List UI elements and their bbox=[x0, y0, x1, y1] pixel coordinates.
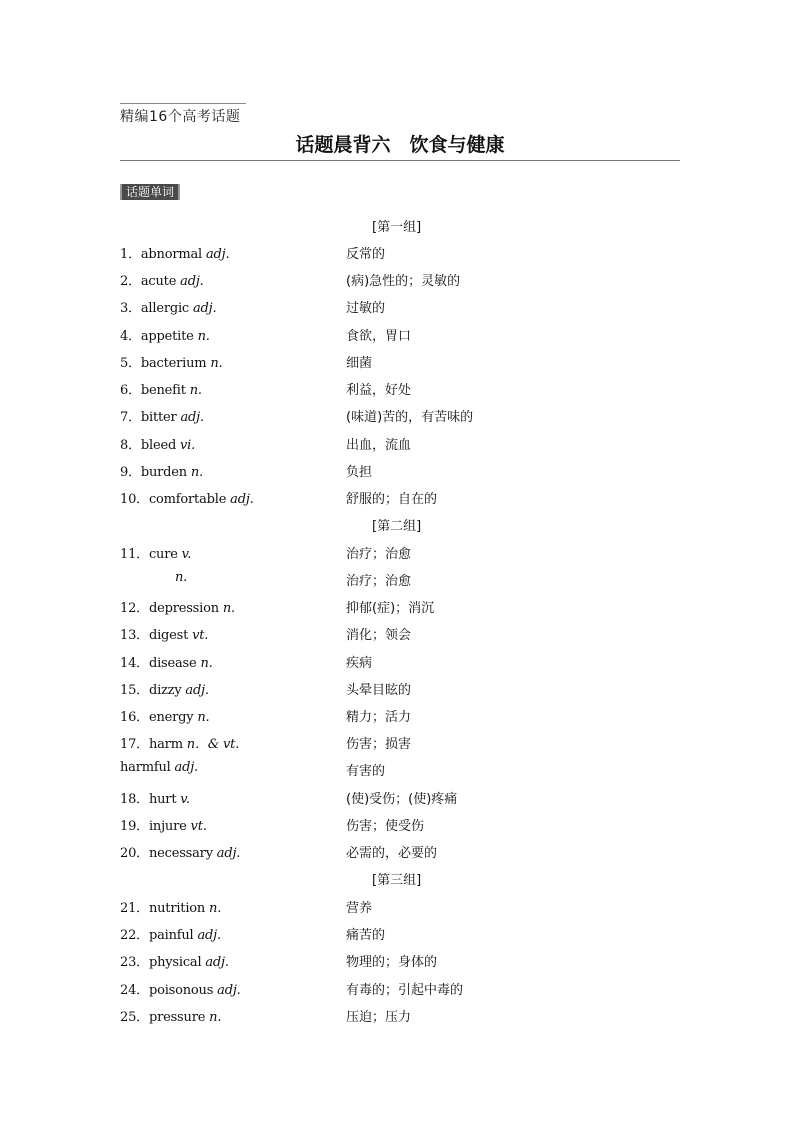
vocab-meaning: 出血，流血 bbox=[346, 438, 412, 453]
vocab-word bbox=[120, 815, 207, 834]
vocab-part-of-speech: adj. bbox=[197, 928, 221, 943]
vocab-row bbox=[120, 951, 680, 971]
vocab-number: 18． bbox=[120, 792, 149, 807]
vocab-term: physical bbox=[148, 955, 202, 970]
vocab-term: painful bbox=[148, 928, 194, 943]
vocab-meaning: 治疗；治愈 bbox=[346, 547, 412, 562]
vocab-row bbox=[120, 897, 680, 917]
vocab-part-of-speech: n. bbox=[190, 465, 204, 480]
vocab-word bbox=[120, 243, 229, 262]
vocab-part-of-speech: adj. bbox=[230, 492, 254, 507]
vocab-row bbox=[120, 652, 680, 672]
vocab-term: burden bbox=[140, 465, 187, 480]
vocab-term: hurt bbox=[148, 792, 177, 807]
vocab-number: 13． bbox=[120, 628, 149, 643]
vocab-word bbox=[120, 379, 202, 398]
vocab-number: 21． bbox=[120, 901, 149, 916]
vocab-word bbox=[120, 461, 203, 480]
vocab-number: 2． bbox=[120, 274, 141, 289]
vocab-word bbox=[120, 352, 222, 371]
vocab-word bbox=[120, 842, 240, 861]
vocab-part-of-speech: v. bbox=[180, 792, 190, 807]
vocab-row bbox=[120, 570, 680, 590]
vocab-part-of-speech: n．& vt. bbox=[186, 737, 240, 752]
vocab-word bbox=[120, 897, 221, 916]
vocab-number: 6． bbox=[120, 383, 141, 398]
vocab-term: bacterium bbox=[140, 356, 207, 371]
vocab-row bbox=[120, 352, 680, 372]
vocab-meaning: 消化；领会 bbox=[346, 628, 412, 643]
vocab-row bbox=[120, 924, 680, 944]
vocab-row bbox=[120, 788, 680, 808]
vocab-row bbox=[120, 815, 680, 835]
vocab-word bbox=[120, 951, 229, 970]
vocab-term: allergic bbox=[140, 301, 190, 316]
vocab-word bbox=[120, 733, 239, 752]
vocab-part-of-speech: n. bbox=[210, 356, 223, 371]
vocab-term: bleed bbox=[140, 438, 177, 453]
vocab-number: 5． bbox=[120, 356, 141, 371]
page-title: 话题晨背六 饮食与健康 bbox=[295, 134, 505, 156]
vocab-number: 22． bbox=[120, 928, 149, 943]
vocab-number: 17． bbox=[120, 737, 149, 752]
vocab-number: 4． bbox=[120, 329, 141, 344]
vocab-term: abnormal bbox=[140, 247, 202, 262]
vocab-meaning: 治疗；治愈 bbox=[346, 574, 412, 589]
vocab-word bbox=[120, 624, 208, 643]
vocab-meaning: 抑郁(症)；消沉 bbox=[346, 601, 435, 616]
vocab-part-of-speech: adj. bbox=[185, 683, 209, 698]
vocab-meaning: 细菌 bbox=[346, 356, 373, 371]
vocab-term: pressure bbox=[148, 1010, 206, 1025]
vocab-meaning: 有害的 bbox=[346, 764, 386, 779]
vocab-part-of-speech: v. bbox=[181, 547, 192, 562]
vocab-part-of-speech: adj. bbox=[205, 955, 229, 970]
vocab-meaning: 痛苦的 bbox=[346, 928, 386, 943]
vocab-part-of-speech: n. bbox=[197, 710, 210, 725]
vocab-part-of-speech: vt. bbox=[190, 819, 207, 834]
vocab-meaning: 有毒的；引起中毒的 bbox=[346, 983, 464, 998]
vocab-word bbox=[175, 570, 187, 585]
vocab-word bbox=[120, 760, 198, 775]
vocab-part-of-speech: n. bbox=[189, 383, 202, 398]
group-header-1: [第一组] bbox=[372, 220, 422, 235]
series-label: 精编16个高考话题 bbox=[120, 109, 241, 125]
vocab-word bbox=[120, 924, 221, 943]
vocab-term: poisonous bbox=[148, 983, 214, 998]
vocab-term: necessary bbox=[148, 846, 213, 861]
vocab-term: benefit bbox=[140, 383, 186, 398]
vocab-word bbox=[120, 788, 190, 807]
vocab-row bbox=[120, 842, 680, 862]
vocab-row bbox=[120, 325, 680, 345]
vocab-word bbox=[120, 652, 213, 671]
vocab-part-of-speech: vi. bbox=[180, 438, 196, 453]
vocab-term: bitter bbox=[140, 410, 177, 425]
vocab-word bbox=[120, 597, 235, 616]
vocab-meaning: 食欲，胃口 bbox=[346, 329, 412, 344]
vocab-term: appetite bbox=[140, 329, 194, 344]
vocab-meaning: 反常的 bbox=[346, 247, 386, 262]
vocab-part-of-speech: n. bbox=[209, 1010, 222, 1025]
vocab-meaning: 利益，好处 bbox=[346, 383, 412, 398]
vocab-meaning: 物理的；身体的 bbox=[346, 955, 438, 970]
vocab-term: harmful bbox=[120, 760, 171, 775]
vocab-part-of-speech: adj. bbox=[180, 410, 204, 425]
vocab-number: 23． bbox=[120, 955, 149, 970]
vocab-number: 8． bbox=[120, 438, 141, 453]
vocab-meaning: 营养 bbox=[346, 901, 373, 916]
vocab-part-of-speech: n. bbox=[175, 570, 188, 585]
vocab-word bbox=[120, 979, 241, 998]
vocab-term: cure bbox=[148, 547, 178, 562]
vocab-part-of-speech: n. bbox=[209, 901, 222, 916]
vocab-row bbox=[120, 461, 680, 481]
vocab-number: 19． bbox=[120, 819, 149, 834]
vocab-number: 20． bbox=[120, 846, 149, 861]
vocab-part-of-speech: adj. bbox=[217, 983, 241, 998]
vocab-part-of-speech: adj. bbox=[216, 846, 241, 861]
vocab-word bbox=[120, 488, 254, 507]
vocab-meaning: 伤害；使受伤 bbox=[346, 819, 425, 834]
vocab-term: comfortable bbox=[148, 492, 227, 507]
vocab-row bbox=[120, 379, 680, 399]
vocab-word bbox=[120, 270, 204, 289]
vocab-term: dizzy bbox=[148, 683, 182, 698]
group-header-2: [第二组] bbox=[372, 519, 422, 534]
vocab-word bbox=[120, 543, 191, 562]
section-tag: 话题单词 bbox=[120, 184, 180, 200]
vocab-term: digest bbox=[148, 628, 189, 643]
vocab-term: nutrition bbox=[148, 901, 206, 916]
vocab-row bbox=[120, 406, 680, 426]
vocab-meaning: 疾病 bbox=[346, 656, 373, 671]
vocab-meaning: 伤害；损害 bbox=[346, 737, 412, 752]
vocab-number: 10． bbox=[120, 492, 149, 507]
vocab-row bbox=[120, 1006, 680, 1026]
vocab-number: 14． bbox=[120, 656, 149, 671]
vocab-meaning: 头晕目眩的 bbox=[346, 683, 412, 698]
vocab-part-of-speech: n. bbox=[200, 656, 213, 671]
vocab-word bbox=[120, 679, 209, 698]
vocab-number: 12． bbox=[120, 601, 149, 616]
vocab-meaning: 过敏的 bbox=[346, 301, 386, 316]
series-top-rule bbox=[120, 103, 246, 104]
vocab-row bbox=[120, 979, 680, 999]
vocab-row bbox=[120, 297, 680, 317]
vocab-part-of-speech: adj. bbox=[205, 247, 230, 262]
group-header-3: [第三组] bbox=[372, 873, 422, 888]
vocab-part-of-speech: vt. bbox=[192, 628, 209, 643]
vocab-meaning: 负担 bbox=[346, 465, 373, 480]
vocab-row bbox=[120, 624, 680, 644]
vocab-number: 16． bbox=[120, 710, 149, 725]
vocab-part-of-speech: adj. bbox=[180, 274, 204, 289]
vocab-number: 25． bbox=[120, 1010, 149, 1025]
vocab-number: 24． bbox=[120, 983, 149, 998]
vocab-meaning: 精力；活力 bbox=[346, 710, 412, 725]
vocab-term: disease bbox=[148, 656, 197, 671]
vocab-row bbox=[120, 597, 680, 617]
vocab-number: 3． bbox=[120, 301, 141, 316]
vocab-row bbox=[120, 270, 680, 290]
vocab-term: acute bbox=[140, 274, 177, 289]
vocab-word bbox=[120, 297, 216, 316]
vocab-number: 1． bbox=[120, 247, 141, 262]
vocab-word bbox=[120, 406, 204, 425]
vocab-row bbox=[120, 733, 680, 753]
vocab-row bbox=[120, 488, 680, 508]
title-divider bbox=[120, 160, 680, 161]
vocab-term: depression bbox=[148, 601, 219, 616]
vocab-row bbox=[120, 760, 680, 780]
vocab-term: injure bbox=[148, 819, 187, 834]
vocab-row bbox=[120, 706, 680, 726]
vocab-meaning: (使)受伤；(使)疼痛 bbox=[346, 792, 458, 807]
vocab-word bbox=[120, 706, 209, 725]
vocab-meaning: (味道)苦的，有苦味的 bbox=[346, 410, 474, 425]
vocab-meaning: 压迫；压力 bbox=[346, 1010, 412, 1025]
vocab-meaning: 必需的，必要的 bbox=[346, 846, 438, 861]
vocab-row bbox=[120, 543, 680, 563]
vocab-row bbox=[120, 243, 680, 263]
vocab-number: 15． bbox=[120, 683, 149, 698]
vocab-term: harm bbox=[148, 737, 183, 752]
vocab-word bbox=[120, 325, 210, 344]
vocab-row bbox=[120, 679, 680, 699]
vocab-part-of-speech: n. bbox=[222, 601, 235, 616]
vocab-number: 9． bbox=[120, 465, 141, 480]
vocab-part-of-speech: adj. bbox=[174, 760, 198, 775]
vocab-row bbox=[120, 434, 680, 454]
vocab-part-of-speech: n. bbox=[197, 329, 210, 344]
vocab-meaning: 舒服的；自在的 bbox=[346, 492, 438, 507]
vocab-meaning: (病)急性的；灵敏的 bbox=[346, 274, 461, 289]
vocab-term: energy bbox=[148, 710, 194, 725]
vocab-word bbox=[120, 1006, 221, 1025]
vocab-part-of-speech: adj. bbox=[192, 301, 217, 316]
vocab-number: 11． bbox=[120, 547, 149, 562]
vocab-number: 7． bbox=[120, 410, 141, 425]
vocab-word bbox=[120, 434, 195, 453]
